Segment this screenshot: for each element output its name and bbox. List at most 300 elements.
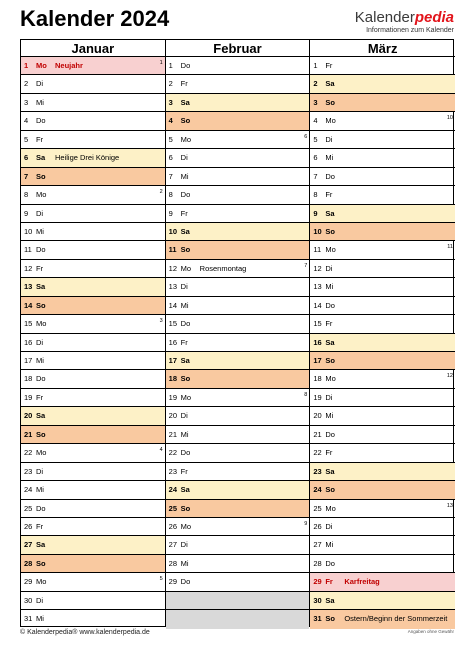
day-row [166,370,310,388]
weekday-label: Fr [325,319,333,329]
day-number: 27 [168,540,177,550]
month-column [21,40,166,626]
day-number: 23 [313,466,322,476]
day-row [21,278,165,296]
day-number: 26 [24,521,33,531]
footer-disclaimer: Angaben ohne Gewähr [407,629,454,634]
weekday-label: So [180,503,191,513]
weekday-label: So [180,245,191,255]
day-row [166,610,310,628]
day-number: 23 [24,466,33,476]
weekday-label: Sa [325,79,335,89]
weekday-label: Mi [36,226,44,236]
day-row [21,75,165,93]
weekday-label: Fr [325,61,333,70]
day-row [21,131,165,149]
day-number: 28 [313,558,322,568]
weekday-label: Di [180,282,188,292]
weekday-label: Sa [325,208,335,218]
weekday-label: Do [325,300,335,310]
weekday-label: Fr [180,208,188,218]
weekday-label: Sa [36,153,46,163]
week-number: 3 [159,318,163,325]
day-number: 10 [24,226,33,236]
weekday-label: Do [36,116,46,126]
week-number: 1 [159,60,163,66]
day-row [21,223,165,241]
day-number: 21 [24,429,33,439]
day-row [21,260,165,278]
day-number: 13 [313,282,322,292]
day-number: 20 [313,411,322,421]
weekday-label: Mi [180,171,189,181]
weekday-label: Mo [36,61,47,70]
calendar-grid [20,39,454,627]
day-row [21,112,165,130]
day-number: 19 [168,392,177,402]
day-number: 10 [313,226,322,236]
day-row [21,94,165,112]
day-number: 29 [168,577,177,587]
month-header: März [310,40,455,57]
day-number: 16 [24,337,33,347]
day-number: 16 [168,337,177,347]
weekday-label: Mi [180,429,189,439]
day-row [21,149,165,167]
weekday-label: So [36,558,46,568]
day-row [166,463,310,481]
day-row [166,241,310,259]
weekday-label: Sa [180,97,190,107]
weekday-label: So [325,226,335,236]
day-number: 3 [168,97,173,107]
weekday-label: Di [36,208,44,218]
weekday-label: Mo [325,503,336,513]
day-row [166,168,310,186]
day-number: 26 [168,521,177,531]
day-number: 13 [168,282,177,292]
day-number: 13 [24,282,33,292]
day-row [166,278,310,296]
weekday-label: Mo [180,392,192,402]
day-row [21,426,165,444]
day-row [166,426,310,444]
weekday-label: Fr [180,337,188,347]
day-number: 8 [313,190,318,200]
day-number: 7 [313,171,318,181]
weekday-label: So [36,300,46,310]
day-row [310,610,455,628]
weekday-label: Do [36,245,46,255]
day-number: 24 [313,485,322,495]
day-row [21,610,165,628]
day-row [21,168,165,186]
weekday-label: Mo [325,245,336,255]
day-row [310,186,455,204]
day-row [21,334,165,352]
day-number: 4 [313,116,318,126]
day-number: 1 [168,61,173,70]
weekday-label: Di [36,79,44,89]
day-number: 21 [313,429,322,439]
weekday-label: Mi [325,153,334,163]
day-row [166,407,310,425]
weekday-label: Di [36,595,44,605]
weekday-label: Do [180,577,191,587]
holiday-label: Ostern/Beginn der Sommerzeit [344,614,448,624]
day-number: 4 [168,116,173,126]
day-number: 12 [313,263,322,273]
day-number: 18 [313,374,322,384]
weekday-label: Mo [36,448,47,458]
day-number: 17 [168,356,177,365]
day-row [310,500,455,518]
day-number: 20 [24,411,33,421]
weekday-label: Do [180,319,191,329]
day-row [21,297,165,315]
weekday-label: Fr [325,577,333,587]
day-number: 2 [24,79,29,89]
day-row [166,536,310,554]
day-row [166,75,310,93]
day-row [310,168,455,186]
weekday-label: Mi [36,485,44,495]
day-row [21,500,165,518]
weekday-label: Sa [36,540,46,550]
day-row [166,149,310,167]
day-row [166,205,310,223]
weekday-label: Sa [36,411,46,421]
day-row [166,315,310,333]
day-number: 31 [24,614,33,624]
weekday-label: Di [180,411,188,421]
day-number: 29 [313,577,322,587]
day-number: 23 [168,466,177,476]
day-row [166,481,310,499]
holiday-label: Karfreitag [344,577,380,587]
weekday-label: So [36,171,46,181]
day-row [310,260,455,278]
day-number: 27 [24,540,33,550]
day-row [166,297,310,315]
day-number: 24 [168,485,177,495]
week-number: 12 [446,373,453,380]
day-number: 28 [168,558,177,568]
day-number: 6 [24,153,29,163]
day-number: 5 [168,134,173,144]
day-number: 27 [313,540,322,550]
brand-subtitle: Informationen zum Kalender [366,27,454,34]
day-number: 7 [168,171,173,181]
week-number: 4 [159,447,163,454]
day-number: 30 [24,595,33,605]
week-number: 8 [304,391,308,398]
weekday-label: Mo [36,577,47,587]
day-number: 2 [313,79,318,89]
weekday-label: Sa [36,282,46,292]
day-row [21,205,165,223]
weekday-label: Do [36,503,46,513]
day-number: 15 [168,319,177,329]
week-number: 6 [304,133,308,140]
weekday-label: Fr [36,521,44,531]
week-number: 5 [159,576,163,583]
holiday-label: Neujahr [55,61,83,70]
day-row [310,352,455,370]
weekday-label: So [325,614,335,624]
day-row [310,389,455,407]
day-number: 11 [313,245,322,255]
day-row [21,518,165,536]
day-number: 12 [168,263,177,273]
weekday-label: So [180,374,191,384]
day-row [310,334,455,352]
day-number: 1 [313,61,318,70]
day-row [166,131,310,149]
weekday-label: Do [325,558,335,568]
page-title: Kalender 2024 [20,6,170,31]
day-number: 19 [313,392,322,402]
day-number: 17 [24,356,33,365]
weekday-label: Mi [36,97,44,107]
day-row [21,407,165,425]
day-number: 20 [168,411,177,421]
day-number: 3 [313,97,318,107]
weekday-label: Fr [180,79,188,89]
day-number: 11 [168,245,177,255]
day-row [310,518,455,536]
day-number: 22 [313,448,322,458]
day-row [21,389,165,407]
day-row [21,592,165,610]
day-row [21,186,165,204]
day-row [21,352,165,370]
day-row [21,370,165,388]
week-number: 10 [446,115,453,122]
day-row [166,112,310,130]
day-row [21,315,165,333]
holiday-label: Rosenmontag [199,263,247,273]
day-row [21,573,165,591]
day-row [310,573,455,591]
day-row [166,573,310,591]
day-number: 14 [168,300,177,310]
weekday-label: Fr [325,448,333,458]
brand-logo[interactable] [355,10,454,34]
weekday-label: Di [36,337,44,347]
day-row [21,463,165,481]
day-number: 14 [313,300,322,310]
weekday-label: Do [325,429,335,439]
day-row [166,334,310,352]
weekday-label: Mi [325,411,334,421]
day-number: 11 [24,245,32,255]
day-number: 9 [313,208,318,218]
day-row [310,555,455,573]
day-row [166,94,310,112]
weekday-label: Do [36,374,46,384]
week-number: 11 [447,244,453,251]
day-row [310,407,455,425]
day-row [310,426,455,444]
weekday-label: Di [325,521,333,531]
day-number: 6 [168,153,173,163]
day-row [310,444,455,462]
day-number: 2 [168,79,173,89]
day-row [21,57,165,75]
day-row [310,481,455,499]
weekday-label: Mo [36,190,47,200]
day-number: 5 [24,134,29,144]
day-number: 9 [24,208,29,218]
day-number: 18 [24,374,33,384]
month-column [166,40,311,626]
weekday-label: Di [180,540,188,550]
day-row [21,444,165,462]
day-number: 4 [24,116,29,126]
weekday-label: Fr [36,263,44,273]
day-row [310,205,455,223]
day-row [310,223,455,241]
day-row [310,94,455,112]
weekday-label: So [325,97,335,107]
brand-name-plain: Kalender [354,9,415,26]
footer-copyright: © Kalenderpedia® www.kalenderpedia.de [20,629,150,636]
day-row [21,555,165,573]
weekday-label: Sa [325,337,335,347]
day-number: 3 [24,97,29,107]
weekday-label: Di [36,466,44,476]
week-number: 9 [304,520,308,527]
day-row [166,592,310,610]
day-row [166,555,310,573]
holiday-label: Heilige Drei Könige [55,153,120,163]
weekday-label: Sa [180,226,190,236]
day-row [310,297,455,315]
weekday-label: Di [325,134,333,144]
weekday-label: Sa [180,356,190,365]
day-number: 29 [24,577,33,587]
day-number: 9 [168,208,173,218]
weekday-label: So [325,356,335,365]
weekday-label: Fr [36,392,44,402]
weekday-label: Mo [36,319,47,329]
day-number: 19 [24,392,33,402]
weekday-label: Fr [325,190,333,200]
day-row [166,57,310,75]
day-row [310,536,455,554]
month-header: Februar [166,40,310,57]
weekday-label: Mi [36,614,44,624]
weekday-label: So [325,485,335,495]
weekday-label: Di [180,153,188,163]
day-number: 10 [168,226,177,236]
day-number: 25 [168,503,177,513]
weekday-label: Mo [325,374,336,384]
weekday-label: Di [325,263,333,273]
brand-name-accent: pedia [414,9,454,26]
day-number: 21 [168,429,177,439]
day-number: 16 [313,337,322,347]
weekday-label: Mo [180,263,192,273]
day-row [310,149,455,167]
day-row [310,131,455,149]
day-number: 14 [24,300,33,310]
day-row [310,463,455,481]
day-row [166,389,310,407]
weekday-label: Mi [325,282,334,292]
weekday-label: Do [325,171,335,181]
day-row [166,223,310,241]
weekday-label: Fr [36,134,44,144]
weekday-label: Mi [36,356,44,365]
day-number: 17 [313,356,322,365]
day-row [310,370,455,388]
weekday-label: So [180,116,191,126]
month-header: Januar [21,40,165,57]
day-number: 22 [168,448,177,458]
weekday-label: So [36,429,46,439]
week-number: 2 [159,189,163,196]
day-row [166,500,310,518]
day-number: 5 [313,134,318,144]
day-number: 8 [24,190,29,200]
weekday-label: Sa [180,485,190,495]
day-row [166,352,310,370]
month-column [310,40,455,626]
weekday-label: Mo [180,521,192,531]
day-number: 25 [313,503,322,513]
day-row [166,518,310,536]
day-row [166,444,310,462]
weekday-label: Sa [325,595,335,605]
day-row [310,75,455,93]
weekday-label: Mo [325,116,336,126]
weekday-label: Do [180,448,191,458]
day-row [310,315,455,333]
weekday-label: Do [180,61,191,70]
weekday-label: Sa [325,466,335,476]
weekday-label: Mi [325,540,334,550]
day-row [310,278,455,296]
weekday-label: Mi [180,300,189,310]
weekday-label: Di [325,392,333,402]
day-row [166,186,310,204]
day-number: 30 [313,595,322,605]
day-number: 12 [24,263,33,273]
day-row [310,241,455,259]
weekday-label: Do [180,190,191,200]
day-row [310,592,455,610]
day-number: 28 [24,558,33,568]
weekday-label: Mo [180,134,192,144]
day-row [310,57,455,75]
day-number: 1 [24,61,29,70]
day-number: 15 [24,319,33,329]
day-number: 24 [24,485,33,495]
day-number: 15 [313,319,322,329]
weekday-label: Mi [180,558,189,568]
day-row [166,260,310,278]
day-row [21,481,165,499]
day-row [21,241,165,259]
day-number: 25 [24,503,33,513]
day-number: 22 [24,448,33,458]
week-number: 13 [446,502,453,509]
day-row [310,112,455,130]
day-row [21,536,165,554]
week-number: 7 [304,262,308,269]
